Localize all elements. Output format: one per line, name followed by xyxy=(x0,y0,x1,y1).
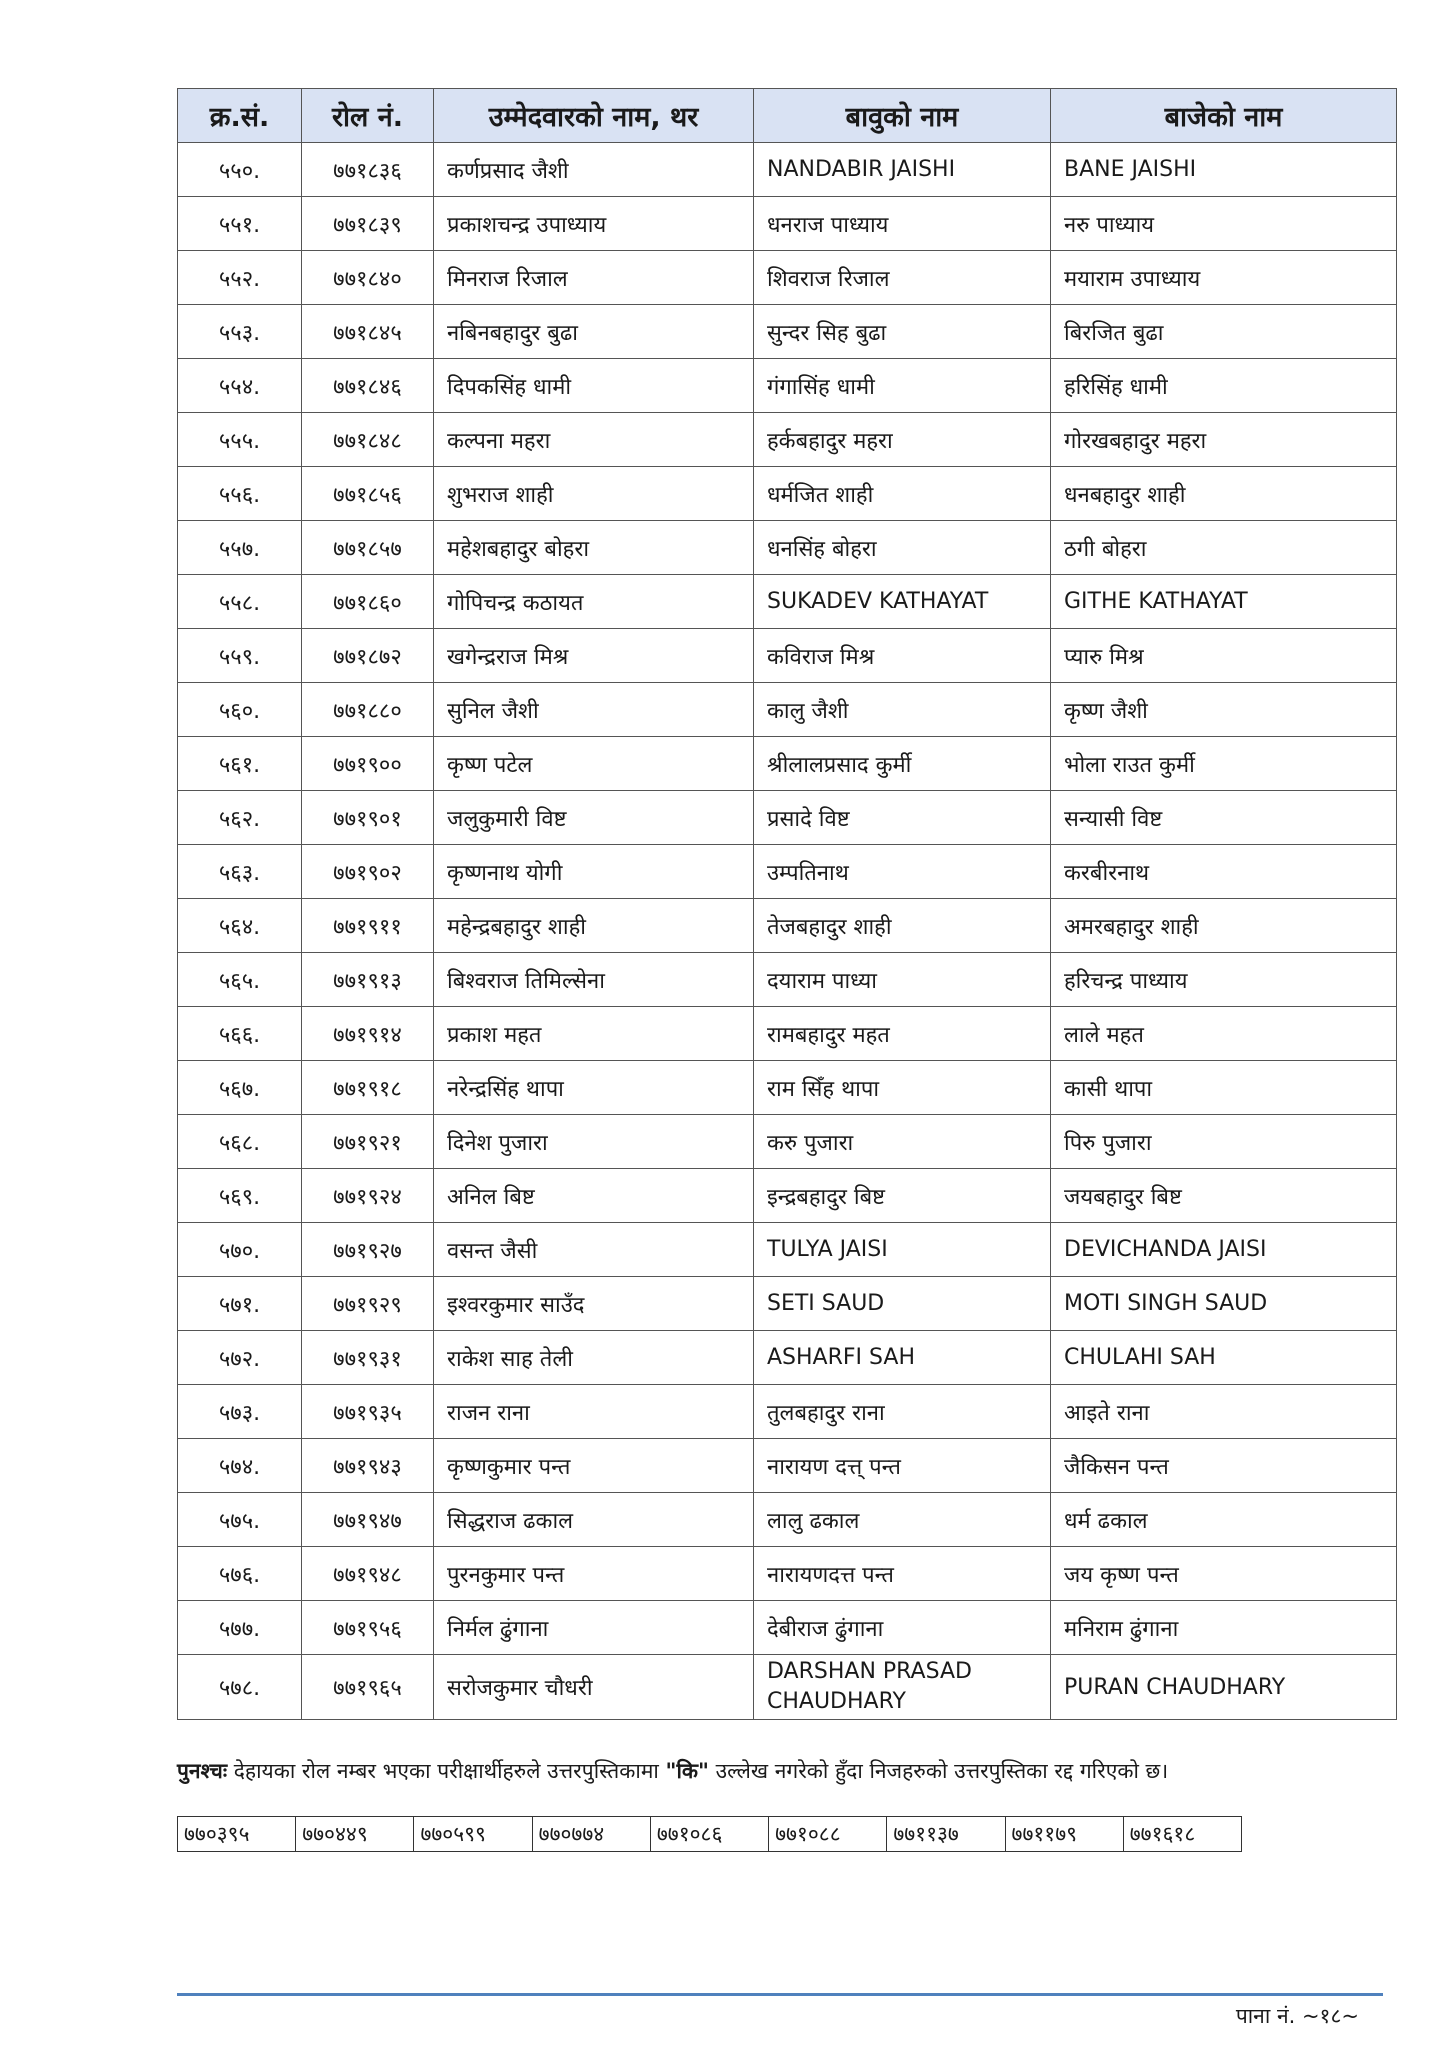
postscript-note xyxy=(177,1757,1397,1785)
father-name-cell: इन्द्रबहादुर बिष्ट xyxy=(754,1169,1051,1223)
roll-number-cell: ७७१८३६ xyxy=(302,143,434,197)
candidate-name-cell: मिनराज रिजाल xyxy=(434,251,754,305)
candidate-name-cell: कर्णप्रसाद जैशी xyxy=(434,143,754,197)
father-name-cell: TULYA JAISI xyxy=(754,1223,1051,1277)
table-row xyxy=(178,1169,1397,1223)
table-row xyxy=(178,683,1397,737)
roll-number-cell: ७७१८४५ xyxy=(302,305,434,359)
candidate-table xyxy=(177,88,1397,1720)
candidate-name-cell: सिद्धराज ढकाल xyxy=(434,1493,754,1547)
father-name-cell: नारायणदत्त पन्त xyxy=(754,1547,1051,1601)
serial-cell: ५७५. xyxy=(178,1493,302,1547)
father-name-cell: उम्पतिनाथ xyxy=(754,845,1051,899)
father-name-cell: धर्मजित शाही xyxy=(754,467,1051,521)
grandfather-name-cell: कृष्ण जैशी xyxy=(1051,683,1397,737)
table-row xyxy=(178,629,1397,683)
father-name-cell: धनसिंह बोहरा xyxy=(754,521,1051,575)
father-name-cell: देबीराज ढुंगाना xyxy=(754,1601,1051,1655)
serial-cell: ५६८. xyxy=(178,1115,302,1169)
grandfather-name-cell: अमरबहादुर शाही xyxy=(1051,899,1397,953)
table-row xyxy=(178,953,1397,1007)
table-row xyxy=(178,1385,1397,1439)
grandfather-name-cell: जैकिसन पन्त xyxy=(1051,1439,1397,1493)
table-row xyxy=(178,737,1397,791)
grandfather-name-cell: DEVICHANDA JAISI xyxy=(1051,1223,1397,1277)
candidate-name-cell: खगेन्द्रराज मिश्र xyxy=(434,629,754,683)
roll-number-cell: ७७१८५७ xyxy=(302,521,434,575)
cancelled-roll-cell: ७७१०८८ xyxy=(769,1817,887,1852)
cancelled-roll-cell: ७७०४४९ xyxy=(296,1817,414,1852)
father-name-cell: रामबहादुर महत xyxy=(754,1007,1051,1061)
serial-cell: ५५५. xyxy=(178,413,302,467)
candidate-name-cell: राजन राना xyxy=(434,1385,754,1439)
serial-cell: ५६२. xyxy=(178,791,302,845)
table-row xyxy=(178,1493,1397,1547)
candidate-name-cell: कल्पना महरा xyxy=(434,413,754,467)
roll-number-cell: ७७१८८० xyxy=(302,683,434,737)
father-name-cell: प्रसादे विष्ट xyxy=(754,791,1051,845)
grandfather-name-cell: कासी थापा xyxy=(1051,1061,1397,1115)
grandfather-name-cell: हरिचन्द्र पाध्याय xyxy=(1051,953,1397,1007)
grandfather-name-cell: मयाराम उपाध्याय xyxy=(1051,251,1397,305)
serial-cell: ५५३. xyxy=(178,305,302,359)
cancelled-roll-cell: ७७०७७४ xyxy=(532,1817,650,1852)
table-row xyxy=(178,1547,1397,1601)
cancelled-roll-cell: ७७१०८६ xyxy=(650,1817,768,1852)
candidate-name-cell: इश्वरकुमार साउँद xyxy=(434,1277,754,1331)
roll-number-cell: ७७१९४३ xyxy=(302,1439,434,1493)
serial-cell: ५७६. xyxy=(178,1547,302,1601)
candidate-name-cell: प्रकाशचन्द्र उपाध्याय xyxy=(434,197,754,251)
roll-number-cell: ७७१९४७ xyxy=(302,1493,434,1547)
grandfather-name-cell: जय कृष्ण पन्त xyxy=(1051,1547,1397,1601)
table-row xyxy=(178,359,1397,413)
header-candidate-name: उम्मेदवारको नाम, थर xyxy=(434,89,754,143)
father-name-cell: DARSHAN PRASAD CHAUDHARY xyxy=(754,1655,1051,1720)
candidate-name-cell: कृष्णनाथ योगी xyxy=(434,845,754,899)
roll-number-cell: ७७१९४८ xyxy=(302,1547,434,1601)
table-row xyxy=(178,413,1397,467)
roll-number-cell: ७७१९१४ xyxy=(302,1007,434,1061)
serial-cell: ५५८. xyxy=(178,575,302,629)
table-body xyxy=(178,143,1397,1720)
grandfather-name-cell: धर्म ढकाल xyxy=(1051,1493,1397,1547)
table-row xyxy=(178,251,1397,305)
roll-number-cell: ७७१९३१ xyxy=(302,1331,434,1385)
roll-number-cell: ७७१९०१ xyxy=(302,791,434,845)
grandfather-name-cell: भोला राउत कुर्मी xyxy=(1051,737,1397,791)
grandfather-name-cell: लाले महत xyxy=(1051,1007,1397,1061)
father-name-cell: धनराज पाध्याय xyxy=(754,197,1051,251)
cancelled-roll-row xyxy=(178,1817,1242,1852)
table-row xyxy=(178,1655,1397,1720)
roll-number-cell: ७७१९२७ xyxy=(302,1223,434,1277)
table-row xyxy=(178,1115,1397,1169)
father-name-cell: कविराज मिश्र xyxy=(754,629,1051,683)
cancelled-roll-cell: ७७१६१८ xyxy=(1123,1817,1241,1852)
father-name-cell: SETI SAUD xyxy=(754,1277,1051,1331)
header-roll-number: रोल नं. xyxy=(302,89,434,143)
serial-cell: ५६१. xyxy=(178,737,302,791)
serial-cell: ५६०. xyxy=(178,683,302,737)
father-name-cell: लालु ढकाल xyxy=(754,1493,1051,1547)
candidate-name-cell: वसन्त जैसी xyxy=(434,1223,754,1277)
table-row xyxy=(178,467,1397,521)
candidate-name-cell: दिपकसिंह धामी xyxy=(434,359,754,413)
candidate-name-cell: महेशबहादुर बोहरा xyxy=(434,521,754,575)
table-row xyxy=(178,521,1397,575)
serial-cell: ५५६. xyxy=(178,467,302,521)
table-row xyxy=(178,1223,1397,1277)
table-row xyxy=(178,143,1397,197)
grandfather-name-cell: ठगी बोहरा xyxy=(1051,521,1397,575)
cancelled-roll-cell: ७७११३७ xyxy=(887,1817,1005,1852)
serial-cell: ५५७. xyxy=(178,521,302,575)
table-row xyxy=(178,1601,1397,1655)
grandfather-name-cell: मनिराम ढुंगाना xyxy=(1051,1601,1397,1655)
roll-number-cell: ७७१८६० xyxy=(302,575,434,629)
cancelled-roll-cell: ७७११७९ xyxy=(1005,1817,1123,1852)
table-row xyxy=(178,845,1397,899)
candidate-name-cell: दिनेश पुजारा xyxy=(434,1115,754,1169)
grandfather-name-cell: प्यारु मिश्र xyxy=(1051,629,1397,683)
father-name-cell: गंगासिंह धामी xyxy=(754,359,1051,413)
roll-number-cell: ७७१८७२ xyxy=(302,629,434,683)
candidate-name-cell: जलुकुमारी विष्ट xyxy=(434,791,754,845)
candidate-name-cell: निर्मल ढुंगाना xyxy=(434,1601,754,1655)
roll-number-cell: ७७१९१३ xyxy=(302,953,434,1007)
serial-cell: ५६६. xyxy=(178,1007,302,1061)
table-header-row xyxy=(178,89,1397,143)
table-row xyxy=(178,1061,1397,1115)
grandfather-name-cell: जयबहादुर बिष्ट xyxy=(1051,1169,1397,1223)
roll-number-cell: ७७१९०० xyxy=(302,737,434,791)
serial-cell: ५५१. xyxy=(178,197,302,251)
candidate-name-cell: गोपिचन्द्र कठायत xyxy=(434,575,754,629)
roll-number-cell: ७७१९३५ xyxy=(302,1385,434,1439)
father-name-cell: तेजबहादुर शाही xyxy=(754,899,1051,953)
serial-cell: ५७१. xyxy=(178,1277,302,1331)
candidate-name-cell: बिश्वराज तिमिल्सेना xyxy=(434,953,754,1007)
candidate-name-cell: अनिल बिष्ट xyxy=(434,1169,754,1223)
candidate-name-cell: नबिनबहादुर बुढा xyxy=(434,305,754,359)
cancelled-roll-cell: ७७०५९९ xyxy=(414,1817,532,1852)
serial-cell: ५७२. xyxy=(178,1331,302,1385)
serial-cell: ५५९. xyxy=(178,629,302,683)
candidate-name-cell: प्रकाश महत xyxy=(434,1007,754,1061)
father-name-cell: नारायण दत्त् पन्त xyxy=(754,1439,1051,1493)
candidate-name-cell: राकेश साह तेली xyxy=(434,1331,754,1385)
candidate-name-cell: सुनिल जैशी xyxy=(434,683,754,737)
serial-cell: ५७०. xyxy=(178,1223,302,1277)
grandfather-name-cell: आइते राना xyxy=(1051,1385,1397,1439)
father-name-cell: कालु जैशी xyxy=(754,683,1051,737)
roll-number-cell: ७७१८५६ xyxy=(302,467,434,521)
roll-number-cell: ७७१९११ xyxy=(302,899,434,953)
roll-number-cell: ७७१९०२ xyxy=(302,845,434,899)
father-name-cell: तुलबहादुर राना xyxy=(754,1385,1051,1439)
roll-number-cell: ७७१९१८ xyxy=(302,1061,434,1115)
father-name-cell: दयाराम पाध्या xyxy=(754,953,1051,1007)
table-row xyxy=(178,791,1397,845)
note-text-after: उल्लेख नगरेको हुँदा निजहरुको उत्तरपुस्तिका रद्द गरिएको छ। xyxy=(708,1759,1169,1783)
grandfather-name-cell: सन्यासी विष्ट xyxy=(1051,791,1397,845)
roll-number-cell: ७७१९२९ xyxy=(302,1277,434,1331)
candidate-name-cell: पुरनकुमार पन्त xyxy=(434,1547,754,1601)
grandfather-name-cell: GITHE KATHAYAT xyxy=(1051,575,1397,629)
roll-number-cell: ७७१९२१ xyxy=(302,1115,434,1169)
table-row xyxy=(178,575,1397,629)
father-name-cell: NANDABIR JAISHI xyxy=(754,143,1051,197)
serial-cell: ५५२. xyxy=(178,251,302,305)
grandfather-name-cell: गोरखबहादुर महरा xyxy=(1051,413,1397,467)
table-row xyxy=(178,1007,1397,1061)
grandfather-name-cell: नरु पाध्याय xyxy=(1051,197,1397,251)
table-row xyxy=(178,1277,1397,1331)
grandfather-name-cell: पिरु पुजारा xyxy=(1051,1115,1397,1169)
note-label: पुनश्चः xyxy=(177,1759,228,1783)
father-name-cell: श्रीलालप्रसाद कुर्मी xyxy=(754,737,1051,791)
cancelled-roll-table xyxy=(177,1816,1242,1852)
cancelled-roll-cell: ७७०३९५ xyxy=(178,1817,296,1852)
roll-number-cell: ७७१८४८ xyxy=(302,413,434,467)
grandfather-name-cell: धनबहादुर शाही xyxy=(1051,467,1397,521)
father-name-cell: शिवराज रिजाल xyxy=(754,251,1051,305)
serial-cell: ५७३. xyxy=(178,1385,302,1439)
serial-cell: ५७८. xyxy=(178,1655,302,1720)
serial-cell: ५७७. xyxy=(178,1601,302,1655)
header-serial: क्र.सं. xyxy=(178,89,302,143)
candidate-name-cell: शुभराज शाही xyxy=(434,467,754,521)
father-name-cell: SUKADEV KATHAYAT xyxy=(754,575,1051,629)
page-number: पाना नं. ~१८~ xyxy=(1235,2004,1359,2028)
grandfather-name-cell: BANE JAISHI xyxy=(1051,143,1397,197)
table-row xyxy=(178,1331,1397,1385)
roll-number-cell: ७७१९२४ xyxy=(302,1169,434,1223)
table-row xyxy=(178,1439,1397,1493)
roll-number-cell: ७७१८४६ xyxy=(302,359,434,413)
serial-cell: ५६९. xyxy=(178,1169,302,1223)
roll-number-cell: ७७१८३९ xyxy=(302,197,434,251)
candidate-name-cell: महेन्द्रबहादुर शाही xyxy=(434,899,754,953)
grandfather-name-cell: CHULAHI SAH xyxy=(1051,1331,1397,1385)
grandfather-name-cell: MOTI SINGH SAUD xyxy=(1051,1277,1397,1331)
header-grandfather-name: बाजेको नाम xyxy=(1051,89,1397,143)
table-row xyxy=(178,305,1397,359)
note-text-before: देहायका रोल नम्बर भएका परीक्षार्थीहरुले उत्तरपुस्तिकामा xyxy=(227,1759,666,1783)
table-row xyxy=(178,197,1397,251)
header-father-name: बावुको नाम xyxy=(754,89,1051,143)
grandfather-name-cell: PURAN CHAUDHARY xyxy=(1051,1655,1397,1720)
serial-cell: ५५४. xyxy=(178,359,302,413)
serial-cell: ५६३. xyxy=(178,845,302,899)
grandfather-name-cell: करबीरनाथ xyxy=(1051,845,1397,899)
serial-cell: ५६७. xyxy=(178,1061,302,1115)
roll-number-cell: ७७१९६५ xyxy=(302,1655,434,1720)
serial-cell: ५७४. xyxy=(178,1439,302,1493)
candidate-name-cell: कृष्ण पटेल xyxy=(434,737,754,791)
roll-number-cell: ७७१८४० xyxy=(302,251,434,305)
grandfather-name-cell: हरिसिंह धामी xyxy=(1051,359,1397,413)
serial-cell: ५६५. xyxy=(178,953,302,1007)
father-name-cell: राम सिँह थापा xyxy=(754,1061,1051,1115)
footer-divider xyxy=(177,1993,1383,1996)
grandfather-name-cell: बिरजित बुढा xyxy=(1051,305,1397,359)
father-name-cell: करु पुजारा xyxy=(754,1115,1051,1169)
father-name-cell: सुन्दर सिह बुढा xyxy=(754,305,1051,359)
candidate-name-cell: नरेन्द्रसिंह थापा xyxy=(434,1061,754,1115)
serial-cell: ५६४. xyxy=(178,899,302,953)
serial-cell: ५५०. xyxy=(178,143,302,197)
candidate-name-cell: सरोजकुमार चौधरी xyxy=(434,1655,754,1720)
candidate-name-cell: कृष्णकुमार पन्त xyxy=(434,1439,754,1493)
table-row xyxy=(178,899,1397,953)
roll-number-cell: ७७१९५६ xyxy=(302,1601,434,1655)
father-name-cell: हर्कबहादुर महरा xyxy=(754,413,1051,467)
note-quoted: "कि" xyxy=(665,1759,709,1783)
father-name-cell: ASHARFI SAH xyxy=(754,1331,1051,1385)
